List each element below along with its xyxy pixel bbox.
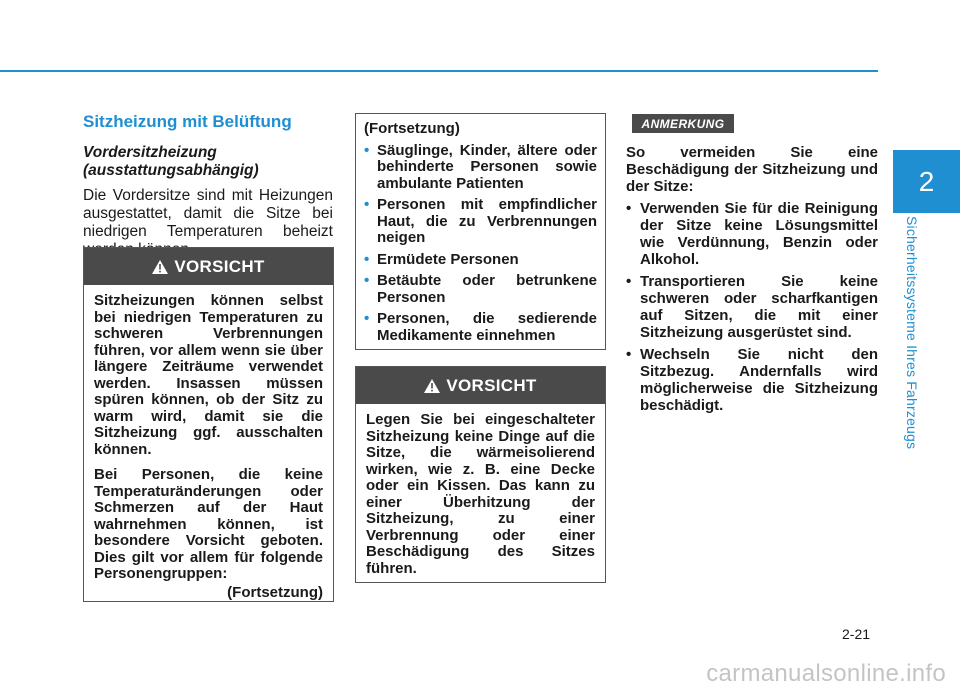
caution-title: VORSICHT [446,375,537,395]
bullet-icon: • [364,250,370,268]
bullet-icon: • [364,196,370,213]
bullet-icon: • [364,272,370,289]
warning-triangle-icon [152,260,168,274]
continuation-box [355,113,606,350]
continuation-label: (Fortsetzung) [364,120,460,137]
caution-body [84,285,333,601]
list-item: • Wechseln Sie nicht den Sitzbezug. Andernfalls wird möglicherweise die Sitzheizung beschädigt. [626,346,878,414]
chapter-number: 2 [918,165,935,197]
note-badge: ANMERKUNG [632,114,734,133]
continued-label: (Fortsetzung) [227,583,323,601]
warning-triangle-icon [424,379,440,393]
caution-header [356,367,605,404]
caution-box-objects [355,366,606,583]
subheading-line2: (ausstattungsabhängig) [83,162,259,179]
chapter-number-tab [893,150,960,213]
list-item: • Betäubte oder betrunkene Personen [364,272,597,306]
watermark: carmanualsonline.info [706,660,946,687]
note-content [626,144,878,419]
list-item: • Ermüdete Personen [364,250,519,268]
caution-header [84,248,333,285]
page-number: 2-21 [842,626,871,642]
caution-paragraph-2: Bei Personen, die keine Temperaturänderungen oder Schmerzen auf der Haut wahrnehmen können, ist besondere Vorsicht geboten. Dies gilt vor allem für folgende Personengruppen: [94,466,323,582]
bullet-icon: • [626,346,632,363]
bullet-icon: • [626,200,632,217]
note-intro: So vermeiden Sie eine Beschädigung der Sitzheizung und der Sitze: [626,144,878,195]
subheading-line1: Vordersitzheizung [83,144,217,161]
bullet-icon: • [626,273,632,290]
caution-paragraph: Legen Sie bei eingeschalteter Sitzheizung keine Dinge auf die Sitze, die wärmeisolierend wirken, wie z. B. eine Decke oder ein Kissen. Das kann zu einer Überhitzung der Sitzheizung, zu einer Verbrennung oder einer Beschädigung des Sitzes führen. [366,411,595,577]
bullet-icon: • [364,310,370,327]
header-rule [0,70,878,72]
section-heading: Sitzheizung mit Belüftung [83,112,292,131]
list-item: • Personen mit empfindlicher Haut, die zu Verbrennungen neigen [364,196,597,246]
note-list [626,200,878,414]
list-item: • Säuglinge, Kinder, ältere oder behinderte Personen sowie ambulante Patienten [364,141,597,192]
list-item: • Verwenden Sie für die Reinigung der Sitze keine Lösungsmittel wie Verdünnung, Benzin oder Alkohol. [626,200,878,268]
left-column [83,112,333,259]
intro-paragraph: Die Vordersitze sind mit Heizungen ausgestattet, damit die Sitze bei niedrigen Temperaturen beheizt [83,187,333,240]
chapter-title: Sicherheitssysteme Ihres Fahrzeugs [904,216,920,450]
caution-title: VORSICHT [174,256,265,276]
person-group-list [364,143,597,345]
caution-body [356,404,605,577]
subheading [83,144,333,180]
caution-paragraph-1: Sitzheizungen können selbst bei niedrigen Temperaturen zu schweren Verbrennungen führen, vor allem wenn sie über längere Zeiträume verwendet werden. Insassen müssen spüren können, ob der Sitz zu warm wird, damit sie die Sitzheizung ggf. ausschalten können. [94,292,323,458]
bullet-icon: • [364,141,370,159]
list-item: • Personen, die sedierende Medikamente einnehmen [364,310,597,344]
list-item: • Transportieren Sie keine schweren oder scharfkantigen auf Sitzen, die mit einer Sitzheizung ausgerüstet sind. [626,273,878,341]
caution-box-heating [83,247,334,602]
